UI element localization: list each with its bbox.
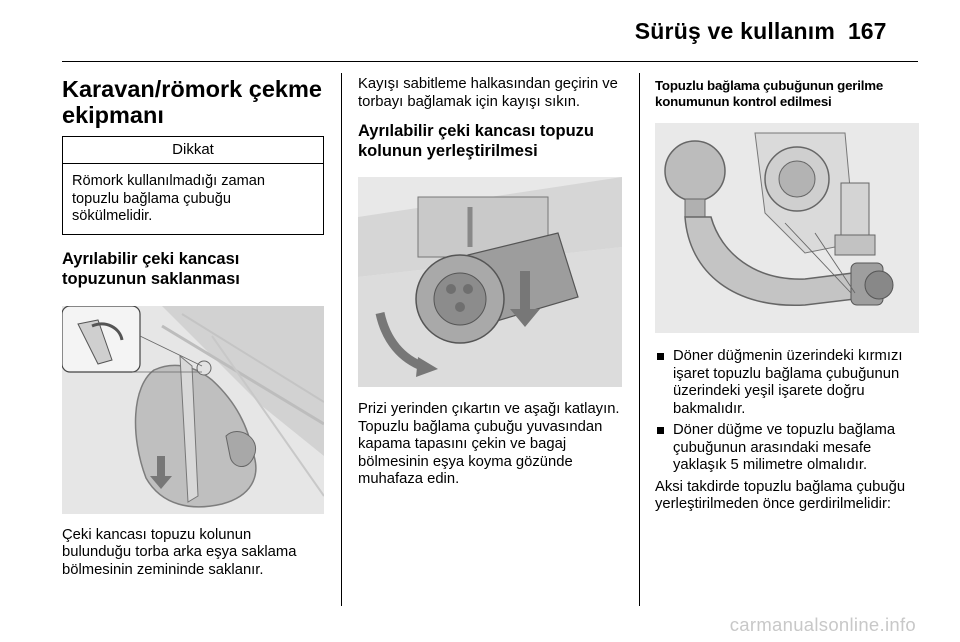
- left-column: [62, 76, 324, 579]
- list-item-text: Döner düğme ve topuzlu bağlama çubuğunun arasındaki mesafe yaklaşık 5 milimetre olmalıdır.: [673, 422, 896, 473]
- notice-text: Römork kullanılmadığı zaman topuzlu bağlama çubuğu sökülmelidir.: [72, 173, 266, 224]
- notice-heading: Dikkat: [63, 137, 323, 164]
- storage-heading: Ayrılabilir çeki kancası topuzunun saklanması: [62, 249, 240, 288]
- storage-bag-illustration: [62, 306, 324, 514]
- tension-closing-text: Aksi takdirde topuzlu bağlama çubuğu yerleştirilmeden önce gerdirilmelidir:: [655, 478, 906, 512]
- page-number: 167: [848, 18, 887, 44]
- watermark-text: carmanualsonline.info: [729, 614, 916, 635]
- storage-caption: Çeki kancası topuzu kolunun bulunduğu torba arka eşya saklama bölmesinin zemininde saklanır.: [62, 526, 297, 578]
- middle-column: [358, 76, 624, 489]
- column-divider-2: [639, 73, 640, 606]
- towbar-tension-illustration: [655, 123, 919, 333]
- insertion-instructions: Prizi yerinden çıkartın ve aşağı katlayın. Topuzlu bağlama çubuğu yuvasından kapama tapasını çekin ve bagaj bölmesinin eşya koyma gözünde muhafaza edin.: [358, 401, 620, 487]
- column-divider-1: [341, 73, 342, 606]
- right-column: [655, 76, 921, 514]
- strap-instruction: Kayışı sabitleme halkasından geçirin ve torbayı bağlamak için kayışı sıkın.: [358, 76, 618, 110]
- bullet-square-icon: [657, 353, 664, 360]
- tension-check-list: [655, 348, 921, 475]
- list-item-text: Döner düğmenin üzerindeki kırmızı işaret topuzlu bağlama çubuğunun üzerindeki yeşil işarete doğru bakmalıdır.: [673, 348, 903, 417]
- socket-removal-illustration: [358, 177, 622, 387]
- list-item: [655, 348, 921, 418]
- bullet-square-icon: [657, 427, 664, 434]
- warning-notice: [62, 136, 324, 235]
- header-title: Sürüş ve kullanım: [634, 18, 835, 44]
- list-item: [655, 422, 921, 475]
- header-divider: [62, 61, 918, 62]
- tension-check-heading: Topuzlu bağlama çubuğunun gerilme konumunun kontrol edilmesi: [655, 78, 884, 109]
- insertion-heading: Ayrılabilir çeki kancası topuzu kolunun yerleştirilmesi: [358, 122, 594, 160]
- section-title: Karavan/römork çekme ekipmanı: [62, 76, 322, 128]
